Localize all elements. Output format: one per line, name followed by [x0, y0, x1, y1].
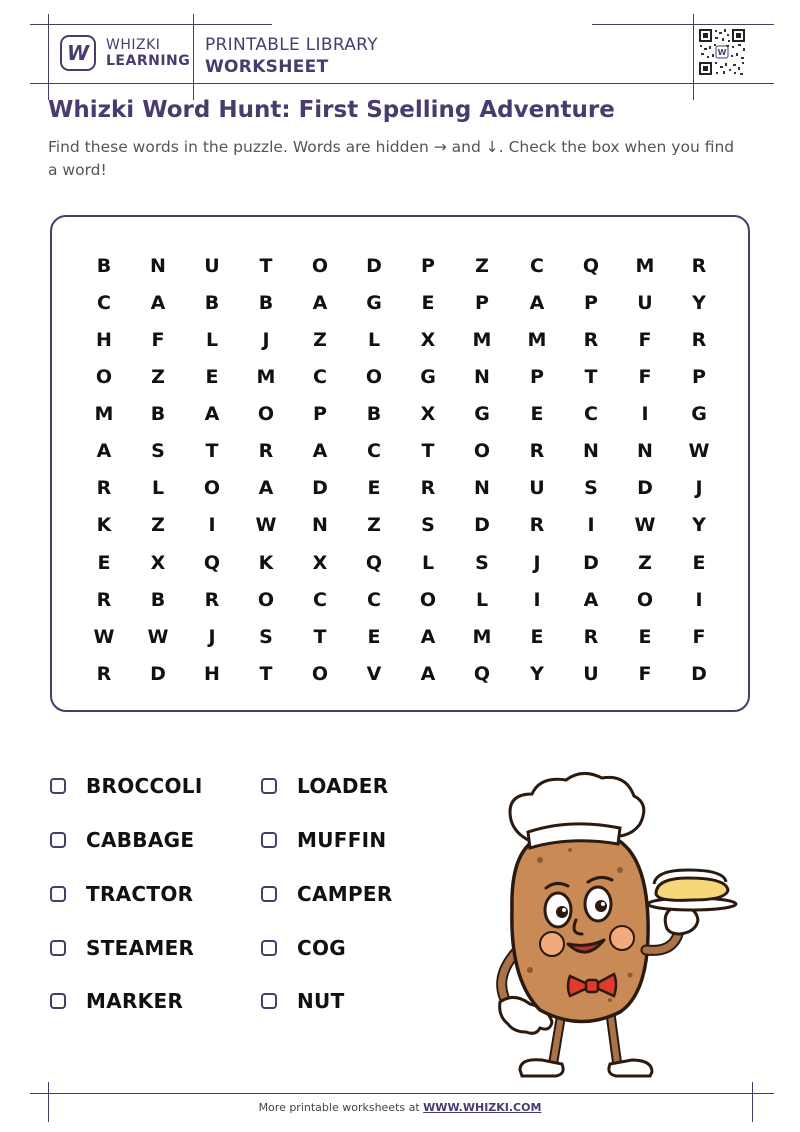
grid-cell[interactable]: A [312, 440, 328, 462]
grid-cell[interactable]: H [204, 663, 220, 685]
grid-cell[interactable]: I [695, 589, 703, 611]
word-checkbox[interactable] [50, 993, 66, 1009]
grid-cell[interactable]: R [583, 626, 599, 648]
brand-name [106, 37, 190, 69]
grid-cell[interactable]: R [691, 255, 707, 277]
grid-cell[interactable]: X [312, 552, 328, 574]
word-item [261, 882, 393, 906]
grid-cell[interactable]: R [691, 329, 707, 351]
grid-cell[interactable]: F [151, 329, 165, 351]
grid-cell[interactable]: C [584, 403, 598, 425]
grid-cell[interactable]: P [475, 292, 489, 314]
grid-cell[interactable]: D [637, 477, 653, 499]
grid-cell[interactable]: L [151, 477, 165, 499]
word-item [261, 989, 345, 1013]
grid-cell[interactable]: G [691, 403, 707, 425]
word-item [261, 828, 386, 852]
grid-cell[interactable]: G [366, 292, 382, 314]
grid-cell[interactable]: M [472, 626, 492, 648]
grid-cell[interactable]: O [95, 366, 113, 388]
grid-cell[interactable]: A [529, 292, 545, 314]
grid-cell[interactable]: D [474, 514, 490, 536]
grid-cell[interactable]: S [151, 440, 165, 462]
word-checkbox[interactable] [261, 940, 277, 956]
word-checkbox[interactable] [261, 778, 277, 794]
grid-cell[interactable]: C [313, 366, 327, 388]
grid-cell[interactable]: T [421, 440, 435, 462]
grid-cell[interactable]: Z [313, 329, 327, 351]
grid-cell[interactable]: D [150, 663, 166, 685]
word-label: NUT [297, 989, 345, 1013]
grid-cell[interactable]: D [366, 255, 382, 277]
word-checkbox[interactable] [261, 886, 277, 902]
header-top-rule [30, 24, 272, 25]
grid-cell[interactable]: N [583, 440, 599, 462]
grid-cell[interactable]: S [259, 626, 273, 648]
grid-cell[interactable]: R [529, 514, 545, 536]
word-checkbox[interactable] [50, 886, 66, 902]
grid-cell[interactable]: Z [475, 255, 489, 277]
grid-cell[interactable]: I [208, 514, 216, 536]
grid-cell[interactable]: R [96, 477, 112, 499]
grid-cell[interactable]: N [150, 255, 166, 277]
grid-cell[interactable]: O [365, 366, 383, 388]
grid-cell[interactable]: L [367, 329, 381, 351]
grid-cell[interactable]: Q [365, 552, 383, 574]
grid-cell[interactable]: U [637, 292, 653, 314]
grid-cell[interactable]: O [419, 589, 437, 611]
grid-cell[interactable]: J [208, 626, 216, 648]
grid-cell[interactable]: I [533, 589, 541, 611]
header-title-line-1: PRINTABLE LIBRARY [205, 35, 378, 55]
grid-cell[interactable]: B [258, 292, 274, 314]
grid-cell[interactable]: M [635, 255, 655, 277]
grid-cell[interactable]: X [420, 403, 436, 425]
header-mid-divider [193, 14, 194, 100]
grid-cell[interactable]: G [420, 366, 436, 388]
grid-cell[interactable]: C [367, 440, 381, 462]
grid-cell[interactable]: I [587, 514, 595, 536]
word-label: BROCCOLI [86, 774, 203, 798]
grid-cell[interactable]: Y [530, 663, 544, 685]
grid-cell[interactable]: R [96, 663, 112, 685]
word-search-grid [50, 215, 750, 712]
grid-cell[interactable]: N [637, 440, 653, 462]
grid-cell[interactable]: S [584, 477, 598, 499]
footer-text: More printable worksheets at [258, 1101, 424, 1114]
brand-logo [60, 35, 96, 71]
grid-cell[interactable]: U [583, 663, 599, 685]
word-item [50, 774, 203, 798]
grid-cell[interactable]: P [584, 292, 598, 314]
grid-cell[interactable]: O [311, 663, 329, 685]
grid-cell[interactable]: Q [203, 552, 221, 574]
grid-cell[interactable]: Q [473, 663, 491, 685]
grid-cell[interactable]: Z [638, 552, 652, 574]
grid-cell[interactable]: Y [692, 514, 706, 536]
grid-cell[interactable]: B [150, 589, 166, 611]
grid-cell[interactable]: T [584, 366, 598, 388]
grid-cell[interactable]: O [636, 589, 654, 611]
grid-cell[interactable]: C [313, 589, 327, 611]
word-item [50, 828, 194, 852]
grid-cell[interactable]: Q [582, 255, 600, 277]
word-label: CAMPER [297, 882, 393, 906]
grid-cell[interactable]: F [692, 626, 706, 648]
grid-cell[interactable]: E [692, 552, 706, 574]
grid-cell[interactable]: S [475, 552, 489, 574]
grid-cell[interactable]: E [367, 626, 381, 648]
grid-cell[interactable]: M [256, 366, 276, 388]
grid-cell[interactable]: B [96, 255, 112, 277]
grid-cell[interactable]: O [257, 403, 275, 425]
grid-cell[interactable]: T [259, 255, 273, 277]
grid-cell[interactable]: O [311, 255, 329, 277]
grid-cell[interactable]: C [530, 255, 544, 277]
grid-cell[interactable]: A [583, 589, 599, 611]
grid-cell[interactable]: P [692, 366, 706, 388]
grid-cell[interactable]: W [634, 514, 656, 536]
grid-cell[interactable]: A [204, 403, 220, 425]
grid-cell[interactable]: O [257, 589, 275, 611]
word-checkbox[interactable] [261, 832, 277, 848]
qr-code-icon [698, 28, 746, 76]
grid-cell[interactable]: D [312, 477, 328, 499]
word-label: MUFFIN [297, 828, 387, 852]
grid-cell[interactable]: U [204, 255, 220, 277]
grid-cell[interactable]: N [474, 477, 490, 499]
grid-cell[interactable]: J [695, 477, 703, 499]
grid-cell[interactable]: E [97, 552, 111, 574]
word-label: TRACTOR [86, 882, 194, 906]
potato-chef-mascot-icon [470, 770, 750, 1090]
grid-cell[interactable]: G [474, 403, 490, 425]
grid-cell[interactable]: K [258, 552, 274, 574]
grid-cell[interactable]: J [262, 329, 270, 351]
header-title-line-2: WORKSHEET [205, 57, 329, 77]
header-bottom-rule [30, 83, 774, 84]
grid-cell[interactable]: M [527, 329, 547, 351]
grid-cell[interactable]: R [529, 440, 545, 462]
grid-cell[interactable]: B [204, 292, 220, 314]
word-label: MARKER [86, 989, 184, 1013]
header-title [205, 35, 378, 77]
word-checkbox[interactable] [50, 832, 66, 848]
grid-cell[interactable]: L [475, 589, 489, 611]
grid-cell[interactable]: A [96, 440, 112, 462]
footer-link[interactable]: WWW.WHIZKI.COM [423, 1101, 542, 1114]
grid-cell[interactable]: W [688, 440, 710, 462]
grid-cell[interactable]: I [641, 403, 649, 425]
grid-cell[interactable]: A [258, 477, 274, 499]
grid-cell[interactable]: T [259, 663, 273, 685]
word-item [261, 936, 346, 960]
grid-cell[interactable]: W [255, 514, 277, 536]
grid-cell[interactable]: P [313, 403, 327, 425]
word-checkbox[interactable] [261, 993, 277, 1009]
grid-cell[interactable]: F [638, 366, 652, 388]
grid-cell[interactable]: A [150, 292, 166, 314]
header-top-rule-right [592, 24, 774, 25]
logo-letter: W [66, 41, 90, 65]
word-item [261, 774, 388, 798]
grid-cell[interactable]: R [583, 329, 599, 351]
grid-cell[interactable]: R [258, 440, 274, 462]
grid-cell[interactable]: N [312, 514, 328, 536]
grid-cell[interactable]: T [313, 626, 327, 648]
grid-cell[interactable]: W [93, 626, 115, 648]
word-label: CABBAGE [86, 828, 195, 852]
grid-cell[interactable]: E [530, 403, 544, 425]
grid-cell[interactable]: F [638, 663, 652, 685]
grid-cell[interactable]: W [147, 626, 169, 648]
grid-cell[interactable]: L [205, 329, 219, 351]
grid-cell[interactable]: M [472, 329, 492, 351]
grid-cell[interactable]: E [530, 626, 544, 648]
grid-cell[interactable]: E [205, 366, 219, 388]
grid-cell[interactable]: D [583, 552, 599, 574]
grid-cell[interactable]: N [474, 366, 490, 388]
grid-cell[interactable]: V [366, 663, 382, 685]
page-title: Whizki Word Hunt: First Spelling Adventure [48, 97, 615, 123]
word-checkbox[interactable] [50, 940, 66, 956]
grid-cell[interactable]: J [533, 552, 541, 574]
grid-cell[interactable]: Z [151, 514, 165, 536]
grid-cell[interactable]: E [421, 292, 435, 314]
grid-cell[interactable]: A [420, 663, 436, 685]
grid-cell[interactable]: X [420, 329, 436, 351]
grid-cell[interactable]: M [94, 403, 114, 425]
grid-cell[interactable]: C [97, 292, 111, 314]
grid-cell[interactable]: O [203, 477, 221, 499]
grid-cell[interactable]: Y [692, 292, 706, 314]
word-checkbox[interactable] [50, 778, 66, 794]
grid-cell[interactable]: T [205, 440, 219, 462]
word-label: COG [297, 936, 346, 960]
word-item [50, 989, 183, 1013]
grid-cell[interactable]: A [420, 626, 436, 648]
grid-cell[interactable]: D [691, 663, 707, 685]
word-item [50, 936, 194, 960]
grid-cell[interactable]: E [638, 626, 652, 648]
grid-cell[interactable]: F [638, 329, 652, 351]
word-label: LOADER [297, 774, 389, 798]
grid-cell[interactable]: X [150, 552, 166, 574]
grid-cell[interactable]: B [150, 403, 166, 425]
grid-cell[interactable]: P [530, 366, 544, 388]
brand-line-2: LEARNING [106, 53, 191, 69]
grid-cell[interactable]: O [473, 440, 491, 462]
grid-cell[interactable]: R [96, 589, 112, 611]
grid-cell[interactable]: E [367, 477, 381, 499]
grid-cell[interactable]: A [312, 292, 328, 314]
grid-cell[interactable]: L [421, 552, 435, 574]
grid-cell[interactable]: U [529, 477, 545, 499]
footer-rule [30, 1093, 774, 1094]
grid-cell[interactable]: R [420, 477, 436, 499]
grid-cell[interactable]: C [367, 589, 381, 611]
grid-cell[interactable]: S [421, 514, 435, 536]
header-left-divider [48, 14, 49, 100]
grid-cell[interactable]: Z [151, 366, 165, 388]
brand-line-1: WHIZKI [106, 37, 161, 53]
grid-cell[interactable]: H [96, 329, 112, 351]
footer [0, 1101, 800, 1114]
header-right-divider [693, 14, 694, 100]
grid-cell[interactable]: K [96, 514, 112, 536]
grid-cell[interactable]: P [421, 255, 435, 277]
svg-text:W: W [717, 48, 727, 57]
word-label: STEAMER [86, 936, 195, 960]
grid-cell[interactable]: Z [367, 514, 381, 536]
grid-cell[interactable]: B [366, 403, 382, 425]
word-item [50, 882, 193, 906]
grid-cell[interactable]: R [204, 589, 220, 611]
instructions: Find these words in the puzzle. Words are hidden → and ↓. Check the box when you find a word! [48, 138, 735, 179]
